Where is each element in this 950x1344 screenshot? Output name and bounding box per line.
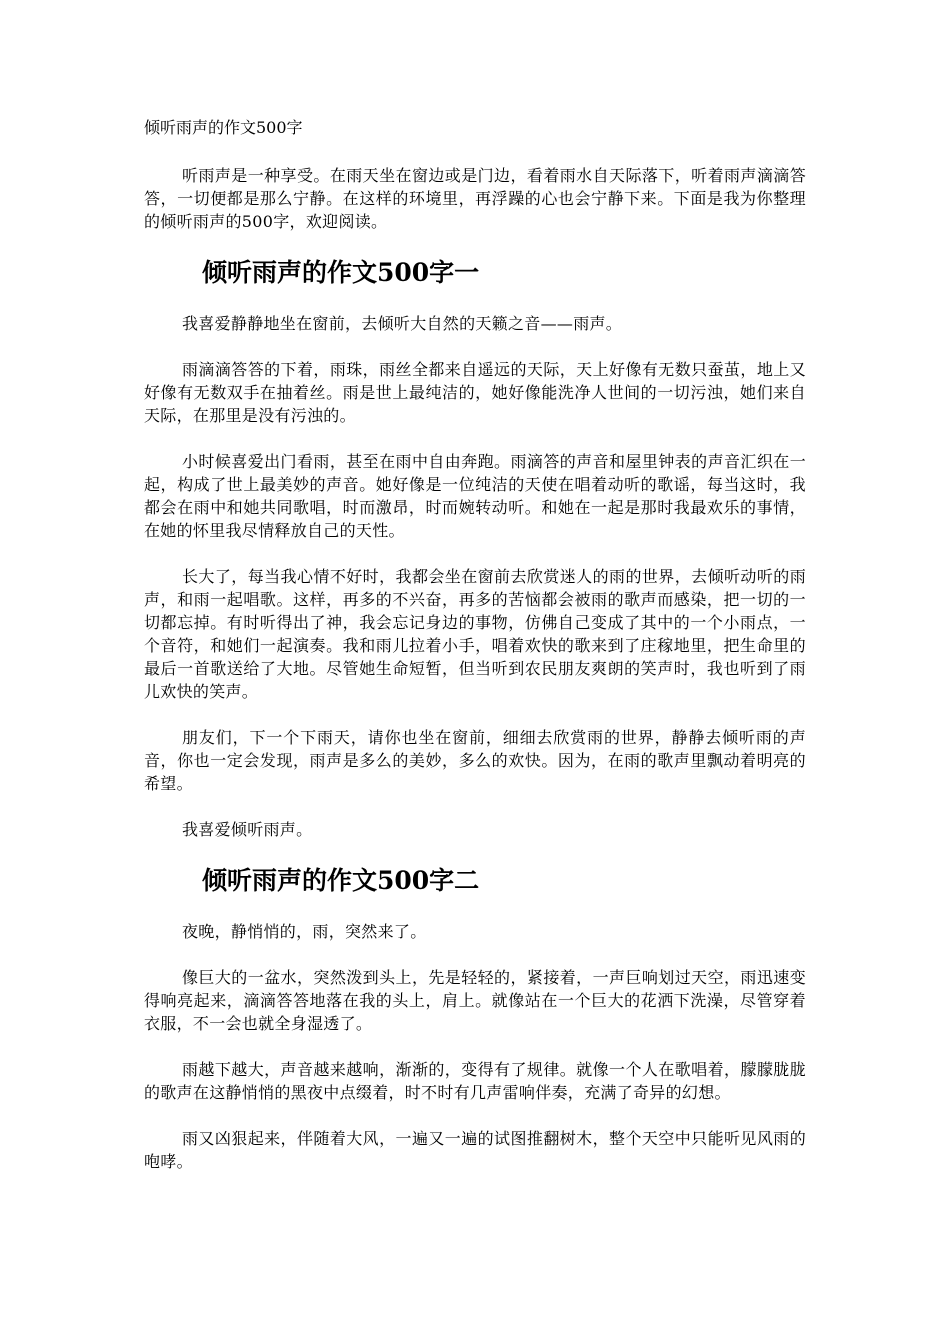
- intro-paragraph: 听雨声是一种享受。在雨天坐在窗边或是门边，看着雨水自天际落下，听着雨声滴滴答答，一切便都是那么宁静。在这样的环境里，再浮躁的心也会宁静下来。下面是我为你整理的倾听雨声的500字，欢迎阅读。: [144, 166, 806, 231]
- section-2-heading: 倾听雨声的作文500字二: [202, 866, 480, 895]
- section-1-heading: 倾听雨声的作文500字一: [202, 258, 480, 287]
- section-2-paragraph: 雨又凶狠起来，伴随着大风，一遍又一遍的试图推翻树木，整个天空中只能听见风雨的咆哮。: [144, 1129, 806, 1171]
- section-1-paragraph: 我喜爱静静地坐在窗前，去倾听大自然的天籁之音——雨声。: [182, 314, 623, 333]
- section-1-paragraph: 雨滴滴答答的下着，雨珠，雨丝全都来自遥远的天际，天上好像有无数只蚕茧，地上又好像有无数双手在抽着丝。雨是世上最纯洁的，她好像能洗净人世间的一切污浊，她们来自天际，在那里是没有污浊的。: [144, 360, 806, 425]
- document-title: 倾听雨声的作文500字: [144, 118, 303, 137]
- section-2-paragraph: 夜晚，静悄悄的，雨，突然来了。: [182, 922, 427, 941]
- document-body: [144, 116, 806, 1196]
- section-1-paragraph: 我喜爱倾听雨声。: [182, 820, 313, 839]
- section-1-paragraph: 朋友们，下一个下雨天，请你也坐在窗前，细细去欣赏雨的世界，静静去倾听雨的声音，你也一定会发现，雨声是多么的美妙，多么的欢快。因为，在雨的歌声里飘动着明亮的希望。: [144, 728, 806, 793]
- section-2-paragraph: 像巨大的一盆水，突然泼到头上，先是轻轻的，紧接着，一声巨响划过天空，雨迅速变得响亮起来，滴滴答答地落在我的头上，肩上。就像站在一个巨大的花洒下洗澡，尽管穿着衣服，不一会也就全身湿透了。: [144, 968, 806, 1033]
- section-2-paragraph: 雨越下越大，声音越来越响，渐渐的，变得有了规律。就像一个人在歌唱着，朦朦胧胧的歌声在这静悄悄的黑夜中点缀着，时不时有几声雷响伴奏，充满了奇异的幻想。: [144, 1060, 806, 1102]
- section-1-paragraph: 小时候喜爱出门看雨，甚至在雨中自由奔跑。雨滴答的声音和屋里钟表的声音汇织在一起，构成了世上最美妙的声音。她好像是一位纯洁的天使在唱着动听的歌谣，每当这时，我都会在雨中和她共同歌唱，时而激昂，时而婉转动听。和她在一起是那时我最欢乐的事情，在她的怀里我尽情释放自己的天性。: [144, 452, 806, 540]
- section-1-paragraph: 长大了，每当我心情不好时，我都会坐在窗前去欣赏迷人的雨的世界，去倾听动听的雨声，和雨一起唱歌。这样，再多的不兴奋，再多的苦恼都会被雨的歌声而感染，把一切的一切都忘掉。有时听得出了神，我会忘记身边的事物，仿佛自己变成了其中的一个小雨点，一个音符，和她们一起演奏。我和雨儿拉着小手，唱着欢快的歌来到了庄稼地里，把生命里的最后一首歌送给了大地。尽管她生命短暂，但当听到农民朋友爽朗的笑声时，我也听到了雨儿欢快的笑声。: [144, 567, 806, 701]
